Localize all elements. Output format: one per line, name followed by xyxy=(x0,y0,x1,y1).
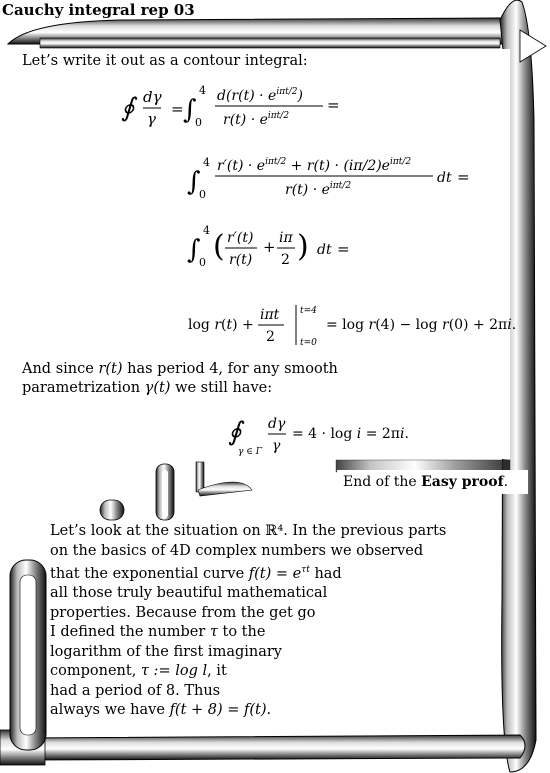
svg-text:0: 0 xyxy=(199,188,206,201)
svg-text:t=4: t=4 xyxy=(300,306,317,316)
svg-text:r(t) · eiπt/2: $r(t) \cdot e^{i\pi t/2}$ xyxy=(285,181,352,198)
svg-text:+: + xyxy=(263,238,276,256)
math-r-of-t: r(t) xyxy=(98,361,123,377)
intro-text: Let’s write it out as a contour integral: xyxy=(22,53,308,69)
svg-text:=: = xyxy=(457,168,470,186)
svg-text:∫: ∫ xyxy=(187,167,201,197)
svg-text:γ: γ xyxy=(147,110,156,128)
svg-text:∫: ∫ xyxy=(183,95,197,125)
integral-derivation xyxy=(115,78,535,343)
svg-text:∮: ∮ xyxy=(121,93,135,123)
svg-text:(: ( xyxy=(213,229,225,264)
svg-text:0: 0 xyxy=(195,116,202,129)
svg-text:d(r(t) · eiπt/2): $d(r(t) \cdot e^{i\pi t/2})$ xyxy=(217,87,303,104)
svg-text:dt: dt xyxy=(317,242,332,258)
svg-text:= log r(4) − log r(0) + 2πi.: = log r(4) − log r(0) + 2πi. xyxy=(326,317,517,333)
svg-text:dt: dt xyxy=(437,170,452,186)
svg-text:γ ∈ Γ: γ ∈ Γ xyxy=(238,447,263,457)
svg-text:4: 4 xyxy=(199,84,206,97)
r4-paragraph: Let’s look at the situation on ℝ⁴. In the previous parts on the basics of 4D complex numbers we observed that the exponential curve $f(t) = e^{\tau t}$ had all those truly beautiful mathematical properties. Because from the get go I defined the number τ to the logarithm of the first imaginary component, τ := log l, it had a period of 8. Thus always we have f(t + 8) = f(t). xyxy=(50,523,447,719)
svg-text:=: = xyxy=(327,96,340,114)
log-result-line xyxy=(186,305,526,355)
since-text: And since r(t) has period 4, for any smooth parametrization γ(t) we still have: xyxy=(22,361,338,396)
end-of-proof-note: End of the Easy proof. xyxy=(337,470,528,494)
svg-text:4: 4 xyxy=(203,156,210,169)
svg-text:∮: ∮ xyxy=(228,417,242,447)
svg-text:t=0: t=0 xyxy=(300,338,317,348)
svg-text:dγ: dγ xyxy=(143,88,162,106)
svg-text:): ) xyxy=(297,229,309,264)
svg-text:iπt: iπt xyxy=(260,307,280,323)
svg-text:iπ: iπ xyxy=(279,230,293,246)
svg-text:4: 4 xyxy=(203,224,210,237)
svg-text:= 4 · log i = 2πi.: = 4 · log i = 2πi. xyxy=(292,426,409,442)
svg-text:r(t) · eiπt/2: $r(t) \cdot e^{i\pi t/2}$ xyxy=(223,111,290,128)
svg-text:2: 2 xyxy=(281,252,290,268)
svg-text:log r(t) +: log r(t) + xyxy=(188,317,254,333)
svg-text:r′(t) · eiπt/2 + r(t) · (iπ/2): $r'(t) \cdot e^{i\pi t/2} + r(t) \cdot (i\pi/2)e^{i\pi t/2}$ xyxy=(217,157,412,174)
svg-text:∫: ∫ xyxy=(187,235,201,265)
svg-text:r′(t): r′(t) xyxy=(227,230,254,246)
svg-text:dγ: dγ xyxy=(268,416,286,432)
contour-equation xyxy=(228,410,428,460)
svg-text:0: 0 xyxy=(199,256,206,269)
math-gamma-of-t: γ(t) xyxy=(144,380,171,396)
svg-text:=: = xyxy=(171,100,184,118)
svg-text:r(t): r(t) xyxy=(229,252,253,268)
math-r4: ℝ⁴ xyxy=(265,523,284,539)
easy-proof-label: Easy proof xyxy=(421,474,504,490)
svg-text:2: 2 xyxy=(266,329,275,345)
svg-text:γ: γ xyxy=(272,438,281,454)
svg-text:=: = xyxy=(337,240,350,258)
page-title: Cauchy integral rep 03 xyxy=(2,1,195,19)
